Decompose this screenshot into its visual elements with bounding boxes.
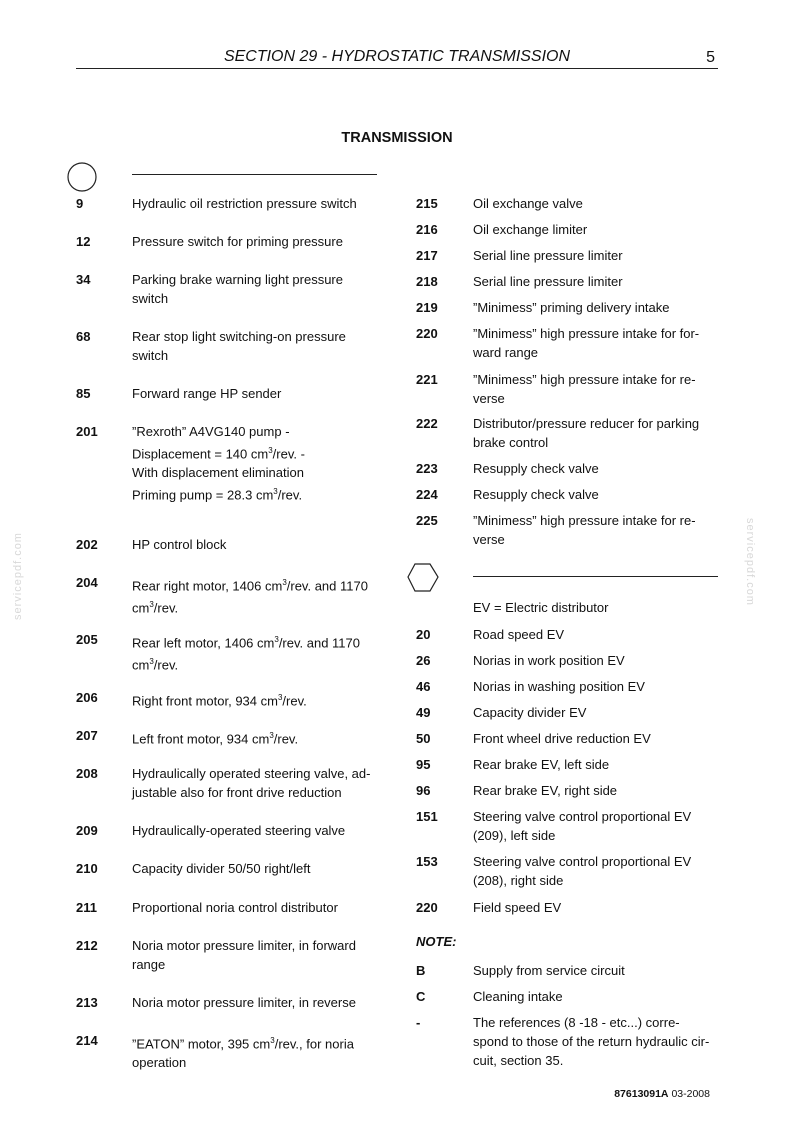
item-number: B	[416, 963, 426, 978]
item-number: C	[416, 989, 426, 1004]
item-description: Serial line pressure limiter	[473, 274, 623, 289]
item-description: ”Rexroth” A4VG140 pump - Displacement = 140 $cm^3$/rev. - With displacement elimination Priming pump = 28.3 $cm^3$/rev.	[132, 424, 305, 503]
left-symbol-rule	[132, 174, 377, 175]
item-number: 205	[76, 632, 98, 647]
item-description: The references (8 -18 - etc...) corre- spond to those of the return hydraulic cir- cuit, section 35.	[473, 1015, 710, 1068]
item-description: Capacity divider EV	[473, 705, 587, 720]
item-number: 216	[416, 222, 438, 237]
item-description: Distributor/pressure reducer for parking brake control	[473, 416, 700, 450]
section-title: SECTION 29 - HYDROSTATIC TRANSMISSION	[223, 48, 571, 65]
item-number: 9	[76, 196, 84, 211]
item-number: 153	[416, 854, 438, 869]
document-code: 87613091A	[614, 1088, 669, 1100]
item-number: 220	[416, 326, 438, 341]
item-number: 85	[76, 386, 91, 401]
item-number: 218	[416, 274, 438, 289]
item-number: 224	[416, 487, 438, 502]
item-description: Noria motor pressure limiter, in reverse	[132, 995, 356, 1010]
item-description: Cleaning intake	[473, 989, 563, 1004]
item-number: 215	[416, 196, 438, 211]
item-number: 20	[416, 627, 431, 642]
item-number: 223	[416, 461, 438, 476]
page-title: TRANSMISSION	[341, 130, 453, 146]
item-number: 221	[416, 372, 438, 387]
page-header	[76, 48, 718, 69]
item-description: Oil exchange valve	[473, 196, 583, 211]
item-number: 206	[76, 690, 98, 705]
page-footer	[614, 1088, 710, 1100]
item-description: Steering valve control proportional EV (208), right side	[473, 854, 692, 888]
item-number: 217	[416, 248, 438, 263]
item-description: Hydraulically-operated steering valve	[132, 823, 346, 838]
item-description: Rear left motor, 1406 $cm^3$/rev. and 1170 $cm^3$/rev.	[132, 635, 360, 673]
item-description: Resupply check valve	[473, 461, 599, 476]
item-number: 207	[76, 728, 98, 743]
item-description: Oil exchange limiter	[473, 222, 588, 237]
item-description: Steering valve control proportional EV (209), left side	[473, 809, 692, 843]
item-description: Rear brake EV, left side	[473, 757, 610, 772]
item-number: 210	[76, 861, 98, 876]
watermark-right: servicepdf.com	[744, 518, 756, 606]
item-number: 49	[416, 705, 431, 720]
item-description: Noria motor pressure limiter, in forward range	[132, 938, 356, 972]
page-number: 5	[706, 49, 715, 66]
item-number: 151	[416, 809, 438, 824]
item-description: Rear brake EV, right side	[473, 783, 618, 798]
item-number: 204	[76, 575, 98, 590]
note-label: NOTE:	[416, 934, 457, 949]
item-number: 211	[76, 900, 97, 915]
item-description: Road speed EV	[473, 627, 565, 642]
item-description: ”EATON” motor, 395 $cm^3$/rev., for noria operation	[132, 1036, 354, 1071]
item-description: ”Minimess” high pressure intake for for- ward range	[473, 326, 700, 360]
item-description: Left front motor, 934 $cm^3$/rev.	[132, 731, 299, 747]
item-number: 225	[416, 513, 438, 528]
item-number: 68	[76, 329, 91, 344]
item-description: HP control block	[132, 537, 227, 552]
item-description: Field speed EV	[473, 900, 562, 915]
item-description: Parking brake warning light pressure switch	[132, 272, 343, 306]
item-description: Supply from service circuit	[473, 963, 625, 978]
item-number: -	[416, 1015, 421, 1030]
item-number: 201	[76, 424, 98, 439]
item-number: 222	[416, 416, 438, 431]
item-number: 212	[76, 938, 98, 953]
item-description: ”Minimess” high pressure intake for re- verse	[473, 513, 696, 547]
hexagon-symbol-icon	[406, 562, 440, 594]
item-number: 219	[416, 300, 438, 315]
item-number: 46	[416, 679, 431, 694]
item-description: Rear right motor, 1406 $cm^3$/rev. and 1170 $cm^3$/rev.	[132, 578, 368, 616]
item-description: Norias in washing position EV	[473, 679, 645, 694]
item-number: 202	[76, 537, 98, 552]
document-date: 03-2008	[671, 1088, 710, 1100]
item-number: 209	[76, 823, 98, 838]
item-number: 34	[76, 272, 91, 287]
item-description: Serial line pressure limiter	[473, 248, 623, 263]
item-description: Front wheel drive reduction EV	[473, 731, 651, 746]
watermark-left: servicepdf.com	[12, 532, 24, 620]
item-description: Rear stop light switching-on pressure switch	[132, 329, 346, 363]
item-description: Forward range HP sender	[132, 386, 282, 401]
item-description: Norias in work position EV	[473, 653, 625, 668]
item-number: 26	[416, 653, 431, 668]
item-description: Right front motor, 934 $cm^3$/rev.	[132, 693, 307, 709]
item-number: 214	[76, 1033, 98, 1048]
item-number: 12	[76, 234, 91, 249]
item-description: Hydraulic oil restriction pressure switch	[132, 196, 357, 211]
item-number: 50	[416, 731, 431, 746]
item-description: Proportional noria control distributor	[132, 900, 338, 915]
right-symbol-rule	[473, 576, 718, 577]
item-number: 208	[76, 766, 98, 781]
circle-symbol-icon	[66, 160, 100, 194]
item-number: 96	[416, 783, 431, 798]
item-description: Hydraulically operated steering valve, ad- justable also for front drive reduction	[132, 766, 371, 800]
item-description: ”Minimess” priming delivery intake	[473, 300, 670, 315]
item-number: 213	[76, 995, 98, 1010]
item-description: ”Minimess” high pressure intake for re- verse	[473, 372, 696, 406]
item-number: 95	[416, 757, 431, 772]
item-description: Pressure switch for priming pressure	[132, 234, 343, 249]
item-number: 220	[416, 900, 438, 915]
item-description: Resupply check valve	[473, 487, 599, 502]
item-description: Capacity divider 50/50 right/left	[132, 861, 311, 876]
